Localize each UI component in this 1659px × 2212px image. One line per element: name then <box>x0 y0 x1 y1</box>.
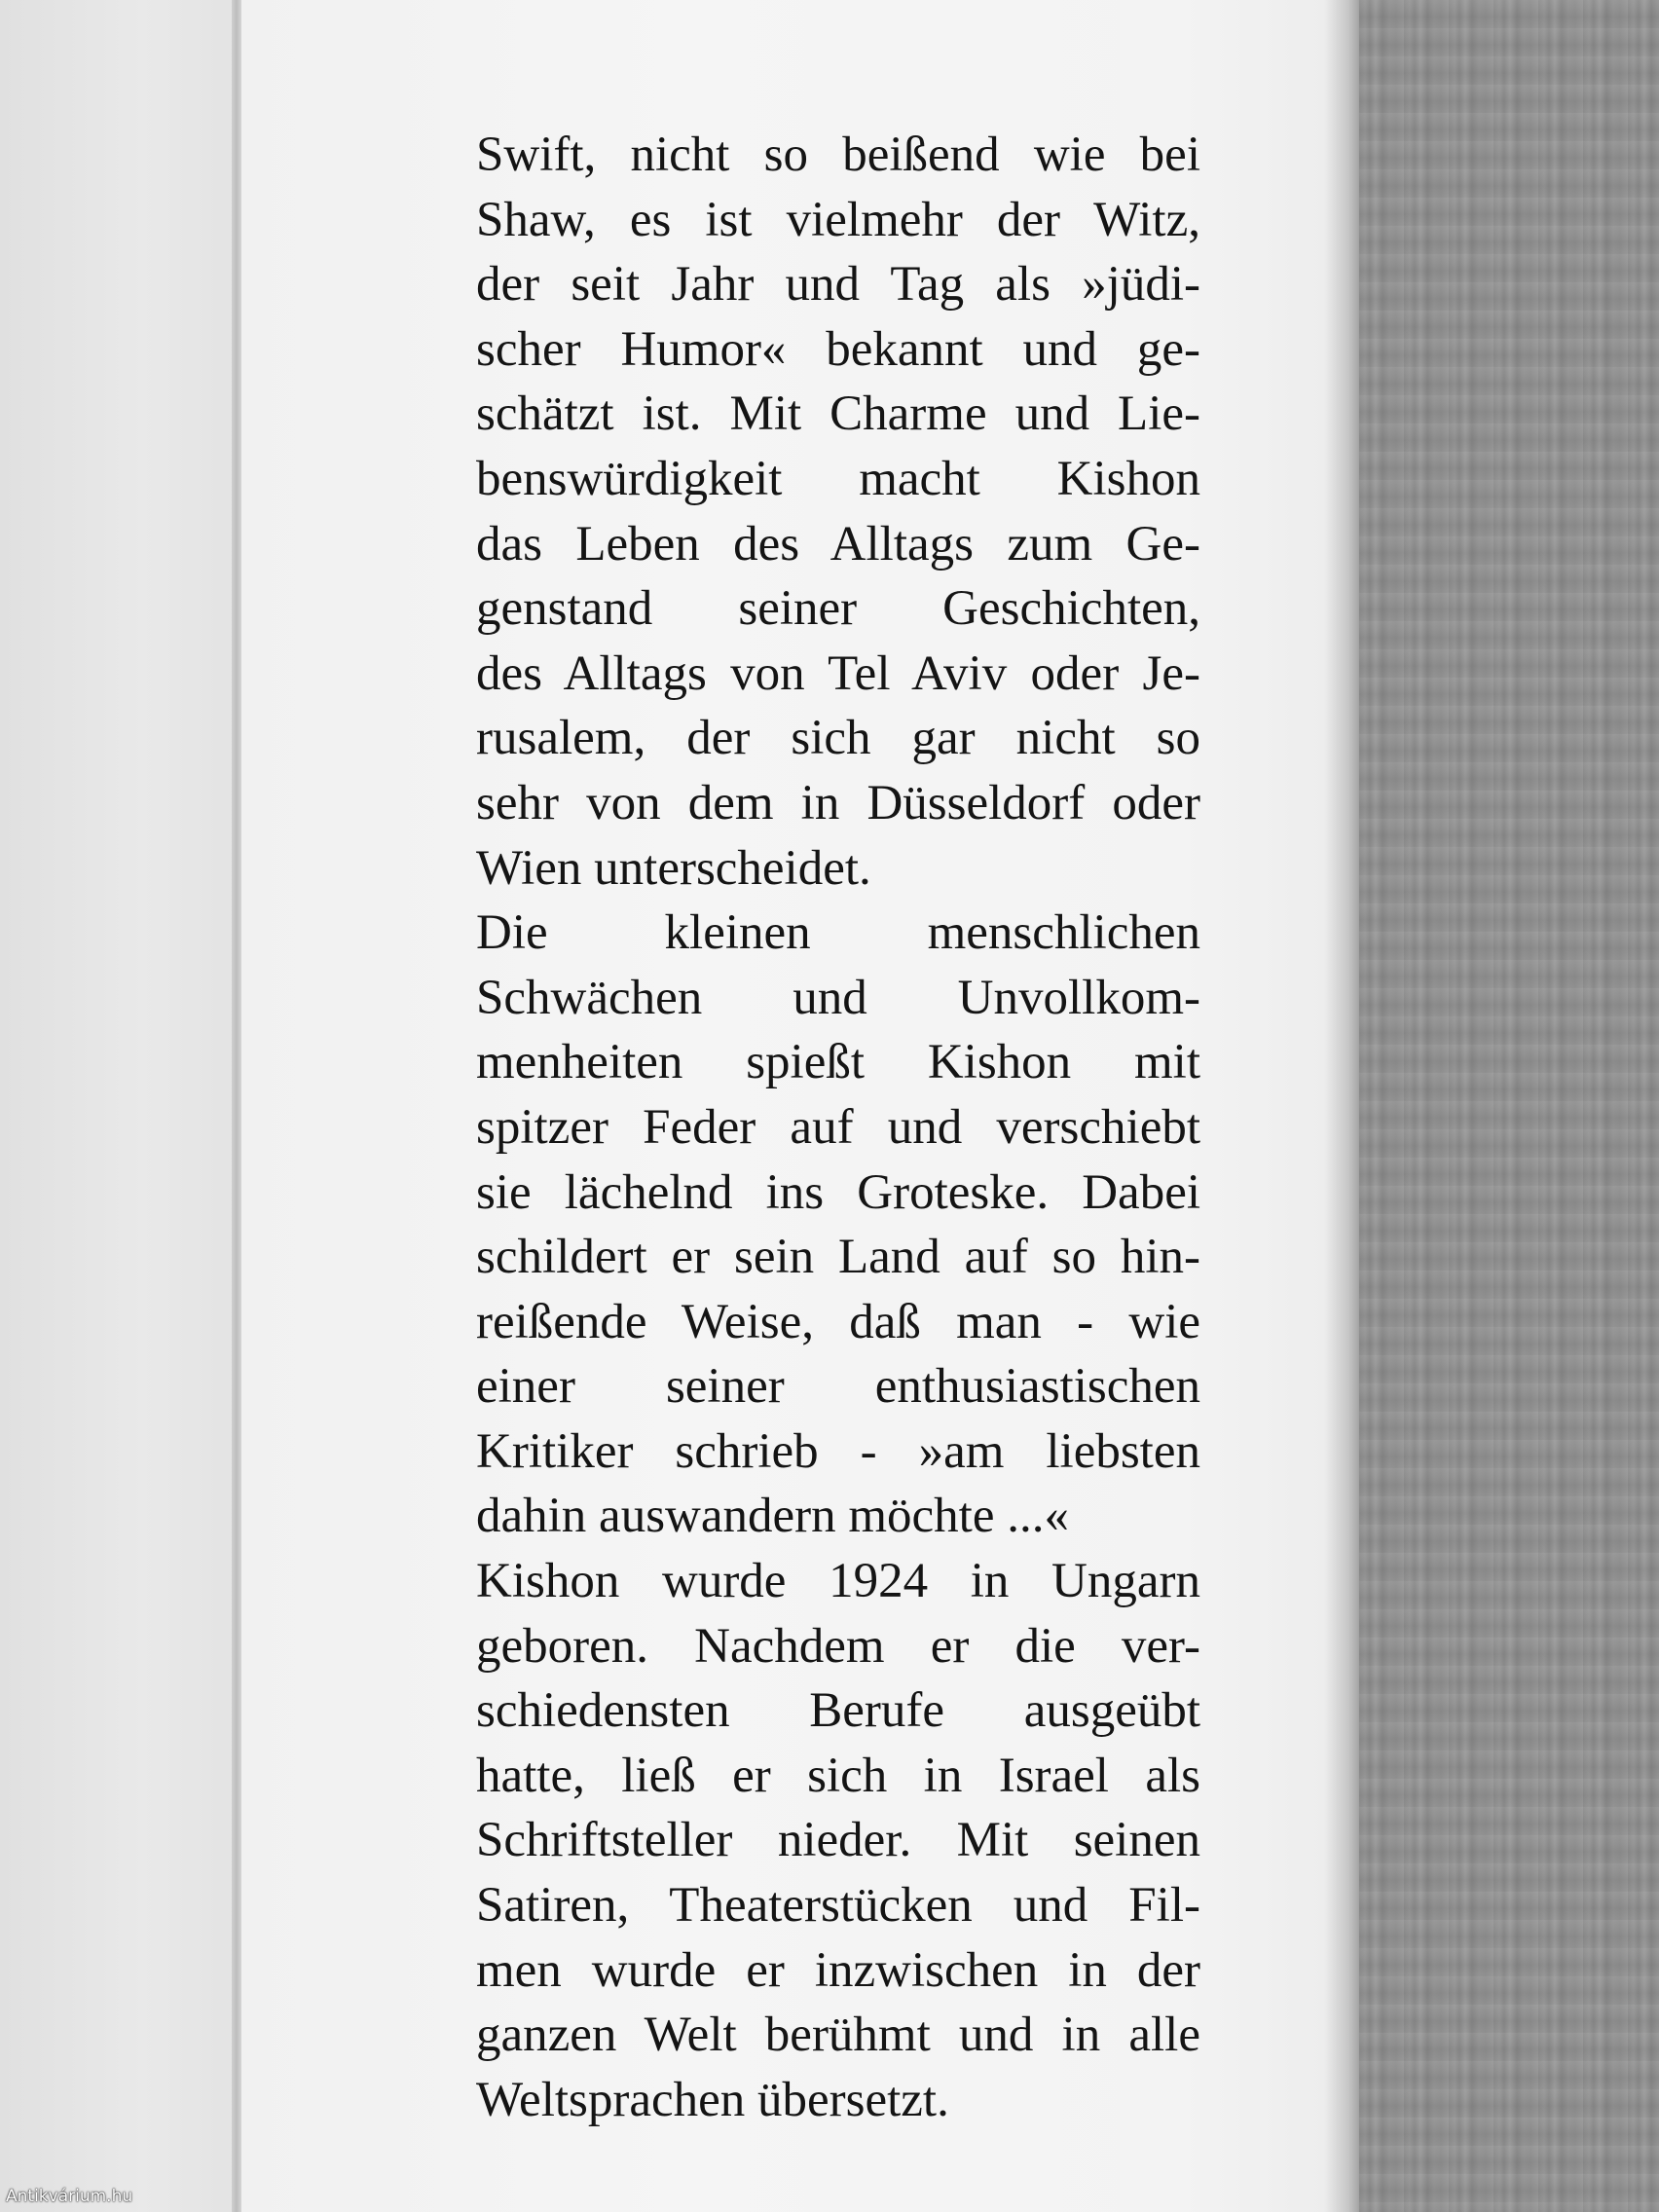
text-line: das Leben des Alltags zum Ge- <box>476 516 1200 571</box>
watermark-text: Antikvárium.hu <box>6 2187 133 2206</box>
text-line: Satiren, Theaterstücken und Fil- <box>476 1878 1200 1934</box>
book-blurb-text <box>476 123 1200 2132</box>
text-line: benswürdigkeit macht Kishon <box>476 451 1200 506</box>
text-line: men wurde er inzwischen in der <box>476 1942 1200 1998</box>
text-line: Weltsprachen übersetzt. <box>476 2072 949 2127</box>
text-line: schildert er sein Land auf so hin- <box>476 1230 1200 1285</box>
text-line: schätzt ist. Mit Charme und Lie- <box>476 387 1200 442</box>
text-line: Die kleinen menschlichen <box>476 905 1200 961</box>
text-line: Kritiker schrieb - »am liebsten <box>476 1423 1200 1479</box>
wood-grain-overlay <box>1359 0 1659 2212</box>
text-line: Wien unterscheidet. <box>476 840 871 896</box>
text-line: Schwächen und Unvollkom- <box>476 970 1200 1025</box>
text-line: schiedensten Berufe ausgeübt <box>476 1683 1200 1739</box>
book-flap-edge <box>232 0 241 2212</box>
page-edge-shadow <box>1324 0 1363 2212</box>
text-line: Schriftsteller nieder. Mit seinen <box>476 1813 1200 1868</box>
text-line: dahin auswandern möchte ...« <box>476 1489 1069 1544</box>
book-left-flap <box>0 0 239 2212</box>
text-line: genstand seiner Geschichten, <box>476 581 1200 637</box>
text-line: scher Humor« bekannt und ge- <box>476 321 1200 377</box>
text-line: ganzen Welt berühmt und in alle <box>476 2008 1200 2063</box>
text-line: rusalem, der sich gar nicht so <box>476 711 1200 766</box>
text-line: geboren. Nachdem er die ver- <box>476 1618 1200 1674</box>
text-line: sie lächelnd ins Groteske. Dabei <box>476 1164 1200 1220</box>
text-line: des Alltags von Tel Aviv oder Je- <box>476 645 1200 701</box>
text-line: der seit Jahr und Tag als »jüdi- <box>476 257 1200 313</box>
text-line: Kishon wurde 1924 in Ungarn <box>476 1554 1200 1609</box>
text-line: reißende Weise, daß man - wie <box>476 1294 1200 1349</box>
text-line: sehr von dem in Düsseldorf oder <box>476 775 1200 830</box>
text-line: menheiten spießt Kishon mit <box>476 1035 1200 1090</box>
text-line: einer seiner enthusiastischen <box>476 1359 1200 1415</box>
text-line: hatte, ließ er sich in Israel als <box>476 1748 1200 1803</box>
text-line: Swift, nicht so beißend wie bei <box>476 128 1200 182</box>
text-line: Shaw, es ist vielmehr der Witz, <box>476 192 1200 247</box>
text-line: spitzer Feder auf und verschiebt <box>476 1099 1200 1155</box>
